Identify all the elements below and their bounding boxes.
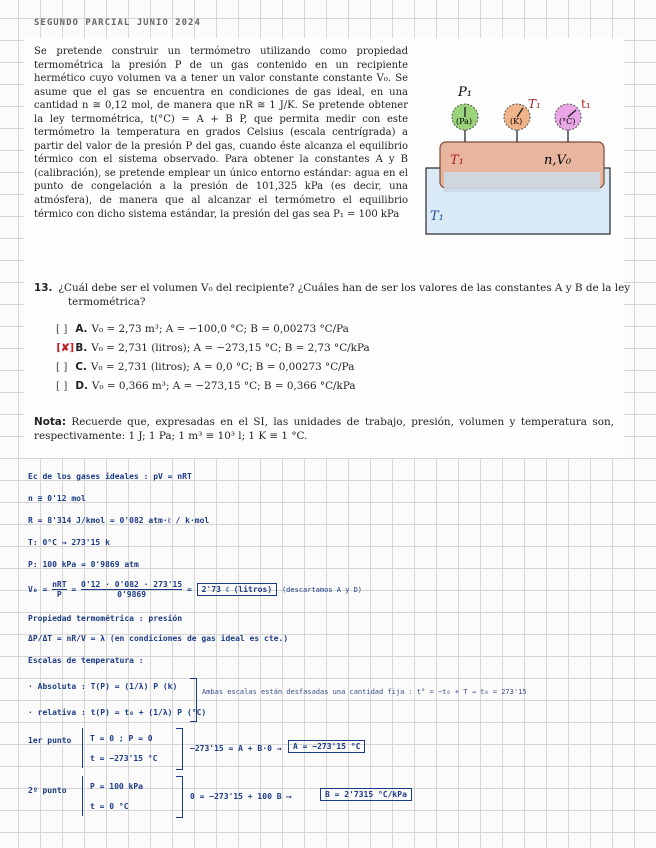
hw-fraction [52, 580, 66, 599]
hw-scales-title: Escalas de temperatura : [28, 656, 144, 665]
setup-diagram [420, 80, 616, 236]
submerged-part [444, 172, 600, 192]
hw-equals: = [71, 585, 77, 594]
note-text: Recuerde que, expresadas en el SI, las unidades de trabajo, presión, volumen y temperatura son, respectivamente: 1 J; 1 Pa; 1 m³ ≡ 10³ l; 1 K ≡ 1 °C. [34, 416, 614, 442]
hw-denominator: 0'9869 [117, 590, 147, 599]
hw-pressure: P: 100 kPa = 0'9869 atm [28, 560, 139, 569]
hw-point1-equation: −273'15 = A + B·0 → [190, 744, 282, 753]
question-text: ¿Cuál debe ser el volumen V₀ del recipiente? ¿Cuáles han de ser los valores de las constantes A y B de la ley termométrica? [58, 282, 631, 308]
hw-point2-label: 2º punto [28, 786, 67, 795]
question [34, 281, 648, 309]
option-text: V₀ = 2,731 (litros); A = 0,0 °C; B = 0,00273 °C/Pa [90, 361, 355, 373]
hw-equals: = [187, 585, 192, 594]
thermometer-figure [420, 80, 616, 236]
hw-ratio: ΔP/ΔT = nR/V = λ (en condiciones de gas ideal es cte.) [28, 634, 289, 643]
question-number: 13. [34, 282, 53, 294]
hw-fraction [81, 580, 182, 599]
answer-options [56, 320, 616, 396]
hw-point1-temp: t = −273'15 °C [90, 754, 158, 763]
hw-a-result: A = −273'15 °C [288, 740, 365, 753]
pressure-label: P₁ [458, 85, 472, 100]
option-d-checkbox[interactable]: [ ] [56, 380, 68, 392]
option-text: V₀ = 0,366 m³; A = −273,15 °C; B = 0,366 °C/kPa [91, 380, 356, 392]
exam-header: SEGUNDO PARCIAL JUNIO 2024 [34, 18, 201, 28]
hw-absolute-scale: · Absoluta : T(P) = (1/λ) P (k) [28, 682, 178, 691]
hw-ideal-gas: Ec de los gases ideales : pV = nRT [28, 472, 192, 481]
hw-b-result: B = 2'7315 °C/kPa [320, 788, 412, 801]
hw-denominator: P [56, 590, 62, 599]
gauge-unit-k: (K) [510, 117, 523, 126]
option-a[interactable] [56, 320, 616, 339]
option-letter: D. [75, 380, 88, 392]
option-text: V₀ = 2,73 m³; A = −100,0 °C; B = 0,00273 °C/Pa [91, 323, 349, 335]
hw-offset-note: Ambas escalas están desfasadas una cantidad fija : t° = −t₀ + T → t₀ = 273'15 [202, 688, 527, 696]
hw-numerator: 0'12 · 0'082 · 273'15 [81, 580, 183, 589]
option-letter: C. [75, 361, 87, 373]
hw-point1-label: 1er punto [28, 736, 72, 745]
option-b[interactable] [56, 339, 616, 358]
kelvin-label: T₁ [528, 97, 541, 111]
hw-brace [176, 728, 183, 770]
hw-bar [82, 728, 83, 768]
gas-state-label: n,V₀ [544, 153, 572, 168]
hw-brace [190, 678, 197, 722]
hw-gas-constant: R = 8'314 J/kmol = 0'082 atm·ℓ / k·mol [28, 516, 210, 525]
option-letter: B. [75, 342, 88, 354]
option-d[interactable] [56, 377, 616, 396]
option-text: V₀ = 2,731 (litros); A = −273,15 °C; B = 2,73 °C/kPa [91, 342, 370, 354]
hw-volume-calc [28, 580, 362, 599]
hw-relative-scale: · relativa : t(P) = t₀ + (1/λ) P (°C) [28, 708, 207, 717]
bath-temp-label: T₁ [430, 209, 444, 224]
hw-moles: n ≅ 0'12 mol [28, 494, 86, 503]
option-letter: A. [75, 323, 88, 335]
option-c-checkbox[interactable]: [ ] [56, 361, 68, 373]
gas-temp-label: T₁ [450, 153, 464, 168]
hw-numerator: nRT [52, 580, 67, 589]
hw-temperature: T: 0°C → 273'15 k [28, 538, 110, 547]
option-c[interactable] [56, 358, 616, 377]
hw-point2-temp: t = 0 °C [90, 802, 129, 811]
hw-volume-result: 2'73 ℓ (litros) [197, 583, 277, 596]
hw-point2-equation: 0 = −273'15 + 100 B ⟶ [190, 792, 292, 801]
hw-thermometric-property: Propiedad termométrica : presión [28, 614, 183, 623]
gauge-unit-c: (°C) [559, 117, 576, 126]
note [34, 416, 614, 443]
hw-brace [176, 776, 183, 818]
gauge-unit-pa: (Pa) [456, 117, 473, 126]
hw-point1-conditions: T = 0 ; P = 0 [90, 734, 153, 743]
hw-bar [82, 776, 83, 816]
option-b-checkbox[interactable]: [✘] [56, 342, 75, 354]
problem-statement: Se pretende construir un termómetro utilizando como propiedad termométrica la presión P de un gas contenido en un recipiente hermético cuyo volumen va a tener un valor constante constante V₀. Se asume que el gas se encuentra en condiciones de gas ideal, en una cantidad n ≅ 0,12 mol, de manera que nR ≅ 1 J/K. Se pretende obtener la ley termométrica, t(°C) = A + B P, que permita medir con este termómetro la temperatura en grados Celsius (escala centrígrada) a partir del valor de la presión P del gas, cuando éste alcanza el equilibrio térmico con el sistema observado. Para obtener la constantes A y B (calibración), se pretende emplear un único entorno estándar: agua en el punto de congelación a la presión de 101,325 kPa (es decir, una atmósfera), de manera que al alcanzar el termómetro el equilibrio térmico con dicho sistema estándar, la presión del gas sea P₁ = 100 kPa [34, 46, 408, 220]
hw-point2-pressure: P = 100 kPa [90, 782, 143, 791]
note-label: Nota: [34, 416, 66, 428]
option-a-checkbox[interactable]: [ ] [56, 323, 68, 335]
hw-volume-lhs: V₀ = [28, 585, 48, 594]
celsius-label: t₁ [581, 97, 591, 111]
hw-discard-note: (descartamos A y D) [281, 586, 363, 594]
